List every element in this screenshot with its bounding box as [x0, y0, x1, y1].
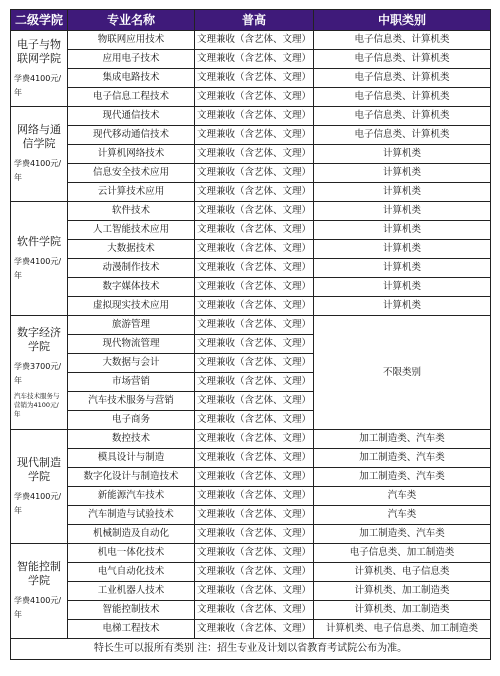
major-name: 云计算技术应用 [68, 183, 195, 202]
vocational-category: 计算机类 [314, 145, 491, 164]
vocational-category: 计算机类 [314, 278, 491, 297]
general-high-school-requirement: 文理兼收（含艺体、文理） [195, 354, 314, 373]
table-row [11, 221, 491, 240]
major-name: 动漫制作技术 [68, 259, 195, 278]
vocational-category: 计算机类 [314, 183, 491, 202]
major-name: 数控技术 [68, 430, 195, 449]
vocational-category: 不限类别 [314, 316, 491, 430]
footer-row [11, 639, 491, 660]
major-name: 电梯工程技术 [68, 620, 195, 639]
general-high-school-requirement: 文理兼收（含艺体、文理） [195, 88, 314, 107]
general-high-school-requirement: 文理兼收（含艺体、文理） [195, 107, 314, 126]
general-high-school-requirement: 文理兼收（含艺体、文理） [195, 297, 314, 316]
major-name: 人工智能技术应用 [68, 221, 195, 240]
major-name: 计算机网络技术 [68, 145, 195, 164]
college-cell [11, 316, 68, 430]
major-name: 模具设计与制造 [68, 449, 195, 468]
vocational-category: 加工制造类、汽车类 [314, 468, 491, 487]
general-high-school-requirement: 文理兼收（含艺体、文理） [195, 601, 314, 620]
general-high-school-requirement: 文理兼收（含艺体、文理） [195, 411, 314, 430]
college-tuition: 学费4100元/年 [14, 491, 62, 515]
major-name: 市场营销 [68, 373, 195, 392]
general-high-school-requirement: 文理兼收（含艺体、文理） [195, 278, 314, 297]
table-row [11, 544, 491, 563]
college-name: 软件学院 [17, 234, 61, 248]
table-row [11, 487, 491, 506]
table-row [11, 468, 491, 487]
vocational-category: 计算机类 [314, 202, 491, 221]
table-row [11, 183, 491, 202]
table-row [11, 525, 491, 544]
college-tuition: 学费4100元/年 [14, 596, 62, 619]
table-row [11, 582, 491, 601]
vocational-category: 计算机类、电子信息类、加工制造类 [314, 620, 491, 639]
vocational-category: 电子信息类、计算机类 [314, 88, 491, 107]
major-name: 现代通信技术 [68, 107, 195, 126]
vocational-category: 计算机类 [314, 240, 491, 259]
header-college: 二级学院 [11, 10, 68, 31]
table-row [11, 202, 491, 221]
table-row [11, 506, 491, 525]
major-name: 现代物流管理 [68, 335, 195, 354]
college-cell [11, 544, 68, 639]
general-high-school-requirement: 文理兼收（含艺体、文理） [195, 525, 314, 544]
college-cell [11, 31, 68, 107]
table-row [11, 164, 491, 183]
general-high-school-requirement: 文理兼收（含艺体、文理） [195, 544, 314, 563]
vocational-category: 电子信息类、计算机类 [314, 126, 491, 145]
header-major: 专业名称 [68, 10, 195, 31]
vocational-category: 计算机类 [314, 259, 491, 278]
major-name: 新能源汽车技术 [68, 487, 195, 506]
vocational-category: 电子信息类、计算机类 [314, 69, 491, 88]
college-name: 数字经济学院 [17, 326, 61, 353]
college-tuition: 学费3700元/年 [14, 362, 62, 385]
table-row [11, 69, 491, 88]
major-name: 大数据与会计 [68, 354, 195, 373]
college-tuition-note: 汽车技术服务与营销为4100元/年 [14, 392, 60, 418]
vocational-category: 电子信息类、计算机类 [314, 107, 491, 126]
general-high-school-requirement: 文理兼收（含艺体、文理） [195, 563, 314, 582]
major-name: 智能控制技术 [68, 601, 195, 620]
vocational-category: 计算机类、电子信息类 [314, 563, 491, 582]
table-row [11, 620, 491, 639]
header-general-high-school: 普高 [195, 10, 314, 31]
vocational-category: 计算机类 [314, 164, 491, 183]
major-name: 汽车制造与试验技术 [68, 506, 195, 525]
table-row [11, 145, 491, 164]
general-high-school-requirement: 文理兼收（含艺体、文理） [195, 449, 314, 468]
table-row [11, 297, 491, 316]
footer-note: 特长生可以报所有类别 注：招生专业及计划以省教育考试院公布为准。 [11, 639, 491, 660]
table-row [11, 240, 491, 259]
table-row [11, 563, 491, 582]
admissions-table-container [10, 9, 490, 660]
table-row [11, 430, 491, 449]
major-name: 机电一体化技术 [68, 544, 195, 563]
major-name: 现代移动通信技术 [68, 126, 195, 145]
general-high-school-requirement: 文理兼收（含艺体、文理） [195, 202, 314, 221]
general-high-school-requirement: 文理兼收（含艺体、文理） [195, 164, 314, 183]
vocational-category: 加工制造类、汽车类 [314, 525, 491, 544]
table-row [11, 278, 491, 297]
major-name: 大数据技术 [68, 240, 195, 259]
general-high-school-requirement: 文理兼收（含艺体、文理） [195, 373, 314, 392]
vocational-category: 计算机类 [314, 221, 491, 240]
college-cell [11, 430, 68, 544]
major-name: 物联网应用技术 [68, 31, 195, 50]
major-name: 电子商务 [68, 411, 195, 430]
table-row [11, 126, 491, 145]
college-name: 网络与通信学院 [17, 123, 61, 150]
college-cell [11, 202, 68, 316]
major-name: 集成电路技术 [68, 69, 195, 88]
major-name: 旅游管理 [68, 316, 195, 335]
vocational-category: 计算机类 [314, 297, 491, 316]
general-high-school-requirement: 文理兼收（含艺体、文理） [195, 259, 314, 278]
college-name: 智能控制学院 [17, 560, 61, 587]
general-high-school-requirement: 文理兼收（含艺体、文理） [195, 487, 314, 506]
vocational-category: 汽车类 [314, 487, 491, 506]
major-name: 电子信息工程技术 [68, 88, 195, 107]
college-name: 电子与物联网学院 [17, 37, 61, 65]
general-high-school-requirement: 文理兼收（含艺体、文理） [195, 335, 314, 354]
general-high-school-requirement: 文理兼收（含艺体、文理） [195, 392, 314, 411]
general-high-school-requirement: 文理兼收（含艺体、文理） [195, 240, 314, 259]
major-name: 软件技术 [68, 202, 195, 221]
table-row [11, 316, 491, 335]
major-name: 汽车技术服务与营销 [68, 392, 195, 411]
major-name: 工业机器人技术 [68, 582, 195, 601]
table-row [11, 31, 491, 50]
college-tuition: 学费4100元/年 [14, 73, 62, 97]
college-tuition: 学费4100元/年 [14, 256, 62, 280]
major-name: 数字化设计与制造技术 [68, 468, 195, 487]
major-name: 数字媒体技术 [68, 278, 195, 297]
table-row [11, 107, 491, 126]
general-high-school-requirement: 文理兼收（含艺体、文理） [195, 50, 314, 69]
header-vocational-category: 中职类别 [314, 10, 491, 31]
table-body [11, 31, 491, 639]
table-row [11, 449, 491, 468]
general-high-school-requirement: 文理兼收（含艺体、文理） [195, 506, 314, 525]
college-name: 现代制造学院 [17, 455, 61, 483]
major-name: 电气自动化技术 [68, 563, 195, 582]
vocational-category: 加工制造类、汽车类 [314, 449, 491, 468]
vocational-category: 汽车类 [314, 506, 491, 525]
general-high-school-requirement: 文理兼收（含艺体、文理） [195, 221, 314, 240]
general-high-school-requirement: 文理兼收（含艺体、文理） [195, 316, 314, 335]
vocational-category: 计算机类、加工制造类 [314, 582, 491, 601]
table-header-row [11, 10, 491, 31]
general-high-school-requirement: 文理兼收（含艺体、文理） [195, 126, 314, 145]
vocational-category: 计算机类、加工制造类 [314, 601, 491, 620]
vocational-category: 电子信息类、计算机类 [314, 31, 491, 50]
table-row [11, 50, 491, 69]
major-name: 虚拟现实技术应用 [68, 297, 195, 316]
general-high-school-requirement: 文理兼收（含艺体、文理） [195, 145, 314, 164]
major-name: 应用电子技术 [68, 50, 195, 69]
general-high-school-requirement: 文理兼收（含艺体、文理） [195, 468, 314, 487]
major-name: 机械制造及自动化 [68, 525, 195, 544]
general-high-school-requirement: 文理兼收（含艺体、文理） [195, 31, 314, 50]
vocational-category: 电子信息类、加工制造类 [314, 544, 491, 563]
table-row [11, 601, 491, 620]
vocational-category: 加工制造类、汽车类 [314, 430, 491, 449]
general-high-school-requirement: 文理兼收（含艺体、文理） [195, 582, 314, 601]
general-high-school-requirement: 文理兼收（含艺体、文理） [195, 69, 314, 88]
general-high-school-requirement: 文理兼收（含艺体、文理） [195, 183, 314, 202]
admissions-table [10, 9, 491, 660]
general-high-school-requirement: 文理兼收（含艺体、文理） [195, 620, 314, 639]
table-row [11, 88, 491, 107]
table-row [11, 259, 491, 278]
general-high-school-requirement: 文理兼收（含艺体、文理） [195, 430, 314, 449]
vocational-category: 电子信息类、计算机类 [314, 50, 491, 69]
college-tuition: 学费4100元/年 [14, 159, 62, 182]
major-name: 信息安全技术应用 [68, 164, 195, 183]
college-cell [11, 107, 68, 202]
